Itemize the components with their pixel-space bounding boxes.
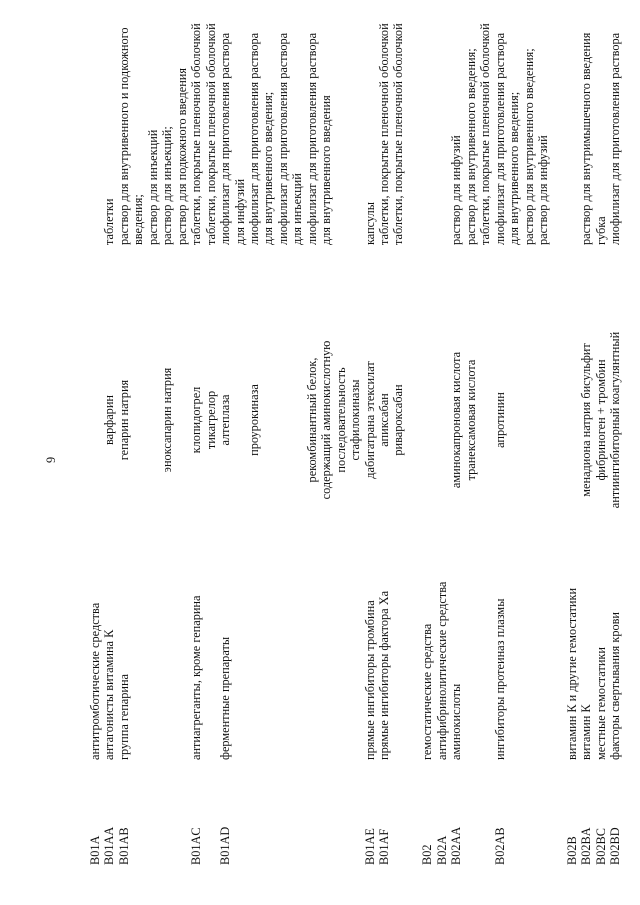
drug-name: транексамовая кислота xyxy=(463,359,478,481)
dosage-form: таблетки xyxy=(102,198,117,245)
group-name: ферментные препараты xyxy=(218,636,233,760)
atc-code: B01A xyxy=(88,835,102,865)
drug-name: рекомбинантный белок, xyxy=(304,357,319,483)
drug-name: стафилокиназы xyxy=(348,379,363,461)
group-name: группа гепарина xyxy=(116,673,131,760)
atc-code: B01AD xyxy=(218,826,233,865)
drug-name: тикагрелор xyxy=(203,390,218,450)
dosage-form: лиофилизат для приготовления раствора xyxy=(608,32,623,245)
dosage-form: раствор для инъекций; xyxy=(160,126,175,245)
drug-name: апротинин xyxy=(492,392,507,448)
atc-code: B02BC xyxy=(593,828,608,865)
group-name: факторы свертывания крови xyxy=(608,611,623,760)
drug-name: последовательность xyxy=(333,367,348,473)
atc-code: B02BA xyxy=(579,827,594,865)
group-name: гемостатические средства xyxy=(420,623,435,760)
atc-code: B02BD xyxy=(608,827,623,865)
group-name: витамин К и другие гемостатики xyxy=(564,587,579,760)
drug-name: проурокиназа xyxy=(246,384,261,456)
atc-code: B01AF xyxy=(377,828,391,865)
dosage-form: таблетки, покрытые пленочной оболочкой xyxy=(189,23,204,245)
drug-name: менадиона натрия бисульфит xyxy=(579,343,594,497)
drug-name: апиксабан xyxy=(377,393,391,447)
atc-code: B01AE xyxy=(362,828,377,865)
dosage-form: раствор для внутримышечного введения xyxy=(579,32,594,245)
dosage-form: для внутривенного введения; xyxy=(507,91,522,245)
dosage-form: для инъекций xyxy=(290,173,305,245)
dosage-form: раствор для инфузий xyxy=(535,135,550,245)
group-name: прямые ингибиторы тромбина xyxy=(362,600,377,760)
dosage-form: лиофилизат для приготовления раствора xyxy=(304,32,319,245)
dosage-form: раствор для внутривенного введения; xyxy=(463,48,478,245)
drug-name: содержащий аминокислотную xyxy=(319,340,334,500)
group-name: прямые ингибиторы фактора Xa xyxy=(377,590,391,760)
drug-name: ривароксабан xyxy=(391,384,406,456)
dosage-form: лиофилизат для приготовления раствора xyxy=(246,32,261,245)
atc-code: B02B xyxy=(564,836,579,865)
atc-code: B02AB xyxy=(492,827,507,865)
dosage-form: раствор для инъекций xyxy=(145,129,160,245)
group-name: витамин К xyxy=(579,704,594,760)
atc-code: B01AB xyxy=(116,827,131,865)
dosage-form: капсулы xyxy=(362,202,377,245)
dosage-form: губка xyxy=(593,216,608,245)
dosage-form: раствор для внутривенного введения; xyxy=(521,48,536,245)
dosage-form: введения; xyxy=(131,194,146,245)
group-name: местные гемостатики xyxy=(593,647,608,760)
dosage-form: для инфузий xyxy=(232,178,247,245)
dosage-form: раствор для инфузий xyxy=(449,135,464,245)
dosage-form: раствор для подкожного введения xyxy=(174,67,189,245)
drug-name: антиингибиторный коагулянтный xyxy=(608,331,623,509)
atc-code: B02A xyxy=(434,835,449,865)
drug-name: фибриноген + тромбин xyxy=(593,359,608,481)
dosage-form: таблетки, покрытые пленочной оболочкой xyxy=(377,23,391,245)
group-name: ингибиторы протеиназ плазмы xyxy=(492,598,507,760)
group-name: антифибринолитические средства xyxy=(434,581,449,760)
drug-name: аминокапроновая кислота xyxy=(449,351,464,489)
group-name: аминокислоты xyxy=(449,683,464,760)
atc-code: B01AA xyxy=(102,826,117,865)
group-name: антитромботические средства xyxy=(88,602,102,760)
page-number: 9 xyxy=(44,456,58,463)
dosage-form: лиофилизат для приготовления раствора xyxy=(218,32,233,245)
drug-name: клопидогрел xyxy=(189,386,204,454)
atc-code: B01AC xyxy=(189,827,204,865)
dosage-form: для внутривенного введения xyxy=(319,95,334,245)
dosage-form: таблетки, покрытые пленочной оболочкой xyxy=(203,23,218,245)
dosage-form: для внутривенного введения; xyxy=(261,91,276,245)
group-name: антиагреганты, кроме гепарина xyxy=(189,595,204,760)
atc-code: B02 xyxy=(420,844,435,865)
dosage-form: таблетки, покрытые пленочной оболочкой xyxy=(391,23,406,245)
drug-name: дабигатрана этексилат xyxy=(362,361,377,479)
drug-name: гепарин натрия xyxy=(116,379,131,461)
drug-name: эноксапарин натрия xyxy=(160,367,175,473)
dosage-form: лиофилизат для приготовления раствора xyxy=(492,32,507,245)
group-name: антагонисты витамина К xyxy=(102,629,117,760)
atc-code: B02AA xyxy=(449,826,464,865)
dosage-form: раствор для внутривенного и подкожного xyxy=(116,27,131,245)
dosage-form: лиофилизат для приготовления раствора xyxy=(275,32,290,245)
drug-name: алтеплаза xyxy=(218,394,233,446)
dosage-form: таблетки, покрытые пленочной оболочкой xyxy=(478,23,493,245)
drug-name: варфарин xyxy=(102,395,117,445)
